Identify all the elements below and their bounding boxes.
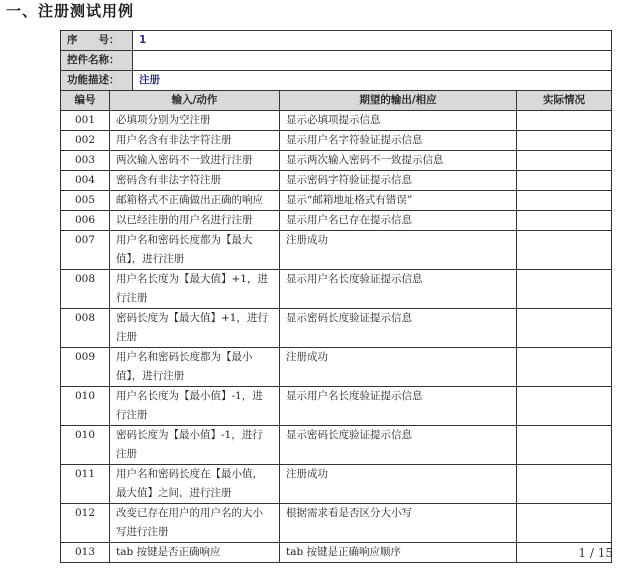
input-action-cell: 密码长度为【最大值】+1，进行注册	[110, 309, 280, 348]
col-header-expected: 期望的输出/相应	[280, 91, 517, 111]
input-action-cell: 用户名和密码长度在【最小值，最大值】之间，进行注册	[110, 465, 280, 504]
input-action-cell: 用户名含有非法字符注册	[110, 131, 280, 151]
input-action-cell: 必填项分别为空注册	[110, 111, 280, 131]
test-case-table	[60, 30, 612, 563]
case-id-cell: 001	[61, 111, 110, 131]
col-header-actual: 实际情况	[517, 91, 612, 111]
expected-output-cell: 显示必填项提示信息	[280, 111, 517, 131]
expected-output-cell: 显示密码字符验证提示信息	[280, 171, 517, 191]
case-id-cell: 010	[61, 387, 110, 426]
seq-label: 序 号：	[61, 31, 133, 51]
table-row	[61, 131, 612, 151]
actual-result-cell	[517, 465, 612, 504]
table-row	[61, 111, 612, 131]
expected-output-cell: 显示用户名已存在提示信息	[280, 211, 517, 231]
table-row	[61, 270, 612, 309]
table-row	[61, 171, 612, 191]
section-heading: 一、注册测试用例	[6, 2, 135, 20]
input-action-cell: 密码含有非法字符注册	[110, 171, 280, 191]
expected-output-cell: 显示密码长度验证提示信息	[280, 426, 517, 465]
actual-result-cell	[517, 504, 612, 543]
input-action-cell: 两次输入密码不一致进行注册	[110, 151, 280, 171]
table-row	[61, 231, 612, 270]
expected-output-cell: tab 按键是正确响应顺序	[280, 543, 517, 563]
expected-output-cell: 注册成功	[280, 465, 517, 504]
actual-result-cell	[517, 211, 612, 231]
expected-output-cell: 根据需求看是否区分大小写	[280, 504, 517, 543]
table-row	[61, 309, 612, 348]
input-action-cell: 用户名长度为【最大值】+1，进行注册	[110, 270, 280, 309]
expected-output-cell: 显示用户名长度验证提示信息	[280, 270, 517, 309]
case-id-cell: 006	[61, 211, 110, 231]
actual-result-cell	[517, 348, 612, 387]
expected-output-cell: 注册成功	[280, 348, 517, 387]
actual-result-cell	[517, 387, 612, 426]
input-action-cell: 邮箱格式不正确做出正确的响应	[110, 191, 280, 211]
actual-result-cell	[517, 131, 612, 151]
case-id-cell: 003	[61, 151, 110, 171]
input-action-cell: tab 按键是否正确响应	[110, 543, 280, 563]
function-label: 功能描述：	[61, 71, 133, 91]
info-row-control	[61, 51, 612, 71]
table-row	[61, 426, 612, 465]
actual-result-cell	[517, 111, 612, 131]
table-row	[61, 465, 612, 504]
seq-value: 1	[133, 31, 612, 51]
input-action-cell: 用户名和密码长度都为【最大值】，进行注册	[110, 231, 280, 270]
case-id-cell: 005	[61, 191, 110, 211]
col-header-id: 编号	[61, 91, 110, 111]
expected-output-cell: 显示“邮箱地址格式有错误”	[280, 191, 517, 211]
expected-output-cell: 注册成功	[280, 231, 517, 270]
input-action-cell: 密码长度为【最小值】-1，进行注册	[110, 426, 280, 465]
case-id-cell: 010	[61, 426, 110, 465]
table-row	[61, 151, 612, 171]
input-action-cell: 改变已存在用户的用户名的大小写进行注册	[110, 504, 280, 543]
case-id-cell: 008	[61, 309, 110, 348]
page-number: 1 / 15	[578, 546, 613, 560]
case-id-cell: 008	[61, 270, 110, 309]
table-row	[61, 387, 612, 426]
table-row	[61, 211, 612, 231]
expected-output-cell: 显示用户名长度验证提示信息	[280, 387, 517, 426]
table-header-row	[61, 91, 612, 111]
table-row	[61, 543, 612, 563]
function-value: 注册	[133, 71, 612, 91]
case-id-cell: 002	[61, 131, 110, 151]
control-value	[133, 51, 612, 71]
input-action-cell: 以已经注册的用户名进行注册	[110, 211, 280, 231]
expected-output-cell: 显示密码长度验证提示信息	[280, 309, 517, 348]
actual-result-cell	[517, 191, 612, 211]
info-row-function	[61, 71, 612, 91]
actual-result-cell	[517, 151, 612, 171]
actual-result-cell	[517, 231, 612, 270]
table-row	[61, 191, 612, 211]
input-action-cell: 用户名和密码长度都为【最小值】，进行注册	[110, 348, 280, 387]
info-row-seq	[61, 31, 612, 51]
case-id-cell: 012	[61, 504, 110, 543]
expected-output-cell: 显示用户名字符验证提示信息	[280, 131, 517, 151]
table-row	[61, 348, 612, 387]
expected-output-cell: 显示两次输入密码不一致提示信息	[280, 151, 517, 171]
table-row	[61, 504, 612, 543]
case-id-cell: 007	[61, 231, 110, 270]
actual-result-cell	[517, 426, 612, 465]
case-id-cell: 009	[61, 348, 110, 387]
case-id-cell: 004	[61, 171, 110, 191]
col-header-input: 输入/动作	[110, 91, 280, 111]
case-id-cell: 013	[61, 543, 110, 563]
input-action-cell: 用户名长度为【最小值】-1，进行注册	[110, 387, 280, 426]
case-id-cell: 011	[61, 465, 110, 504]
actual-result-cell	[517, 309, 612, 348]
control-label: 控件名称：	[61, 51, 133, 71]
actual-result-cell	[517, 270, 612, 309]
actual-result-cell	[517, 171, 612, 191]
